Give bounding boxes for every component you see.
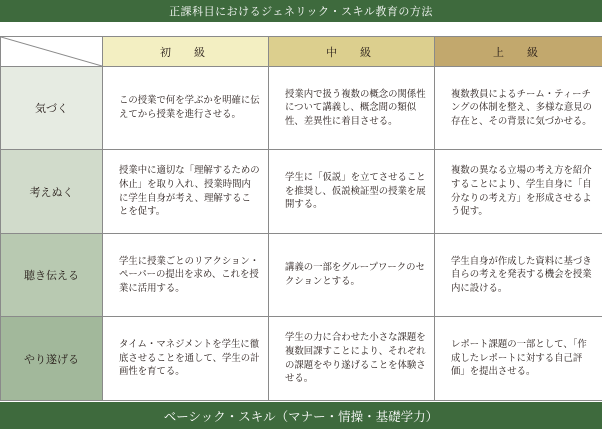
table-cell: 学生自身が作成した資料に基づき自らの考えを発表する機会を授業内に設ける。 — [435, 234, 602, 317]
methods-table — [0, 36, 602, 401]
corner-cell — [1, 37, 103, 67]
table-cell: 授業内で扱う複数の概念の関係性について講義し、概念間の類似性、差異性に着目させる。 — [269, 67, 435, 150]
figure-title: 正課科目におけるジェネリック・スキル教育の方法 — [0, 0, 602, 22]
diagonal-line — [1, 37, 102, 66]
table-cell: 複数教員によるチーム・ティーチングの体制を整え、多様な意見の存在と、その背景に気づかせる。 — [435, 67, 602, 150]
row-header-accomplish: やり遂げる — [1, 317, 103, 401]
table-row — [1, 234, 602, 317]
level-header-advanced: 上 級 — [435, 37, 602, 67]
table-cell: 学生に授業ごとのリアクション・ペーパーの提出を求め、これを授業に活用する。 — [103, 234, 269, 317]
table-cell: 学生の力に合わせた小さな課題を複数回課すことにより、それぞれの課題をやり遂げることを体験させる。 — [269, 317, 435, 401]
table-cell: 授業中に適切な「理解するための休止」を取り入れ、授業時間内に学生自身が考え、理解することを促す。 — [103, 150, 269, 234]
table-cell: 講義の一部をグループワークのセクションとする。 — [269, 234, 435, 317]
table-cell: この授業で何を学ぶかを明確に伝えてから授業を進行させる。 — [103, 67, 269, 150]
row-header-listen-convey: 聴き伝える — [1, 234, 103, 317]
table-cell: 複数の異なる立場の考え方を紹介することにより、学生自身に「自分なりの考え方」を形成させるよう促す。 — [435, 150, 602, 234]
row-header-notice: 気づく — [1, 67, 103, 150]
table-cell: 学生に「仮説」を立てさせることを推奨し、仮説検証型の授業を展開する。 — [269, 150, 435, 234]
table-row — [1, 67, 602, 150]
level-header-intermediate: 中 級 — [269, 37, 435, 67]
table-cell: レポート課題の一部として、「作成したレポートに対する自己評価」を提出させる。 — [435, 317, 602, 401]
header-row — [1, 37, 602, 67]
basic-skill-bar: ベーシック・スキル（マナー・情操・基礎学力） — [0, 402, 602, 429]
table-row — [1, 317, 602, 401]
table-cell: タイム・マネジメントを学生に徹底させることを通して、学生の計画性を育てる。 — [103, 317, 269, 401]
row-header-think: 考えぬく — [1, 150, 103, 234]
table-row — [1, 150, 602, 234]
level-header-beginner: 初 級 — [103, 37, 269, 67]
